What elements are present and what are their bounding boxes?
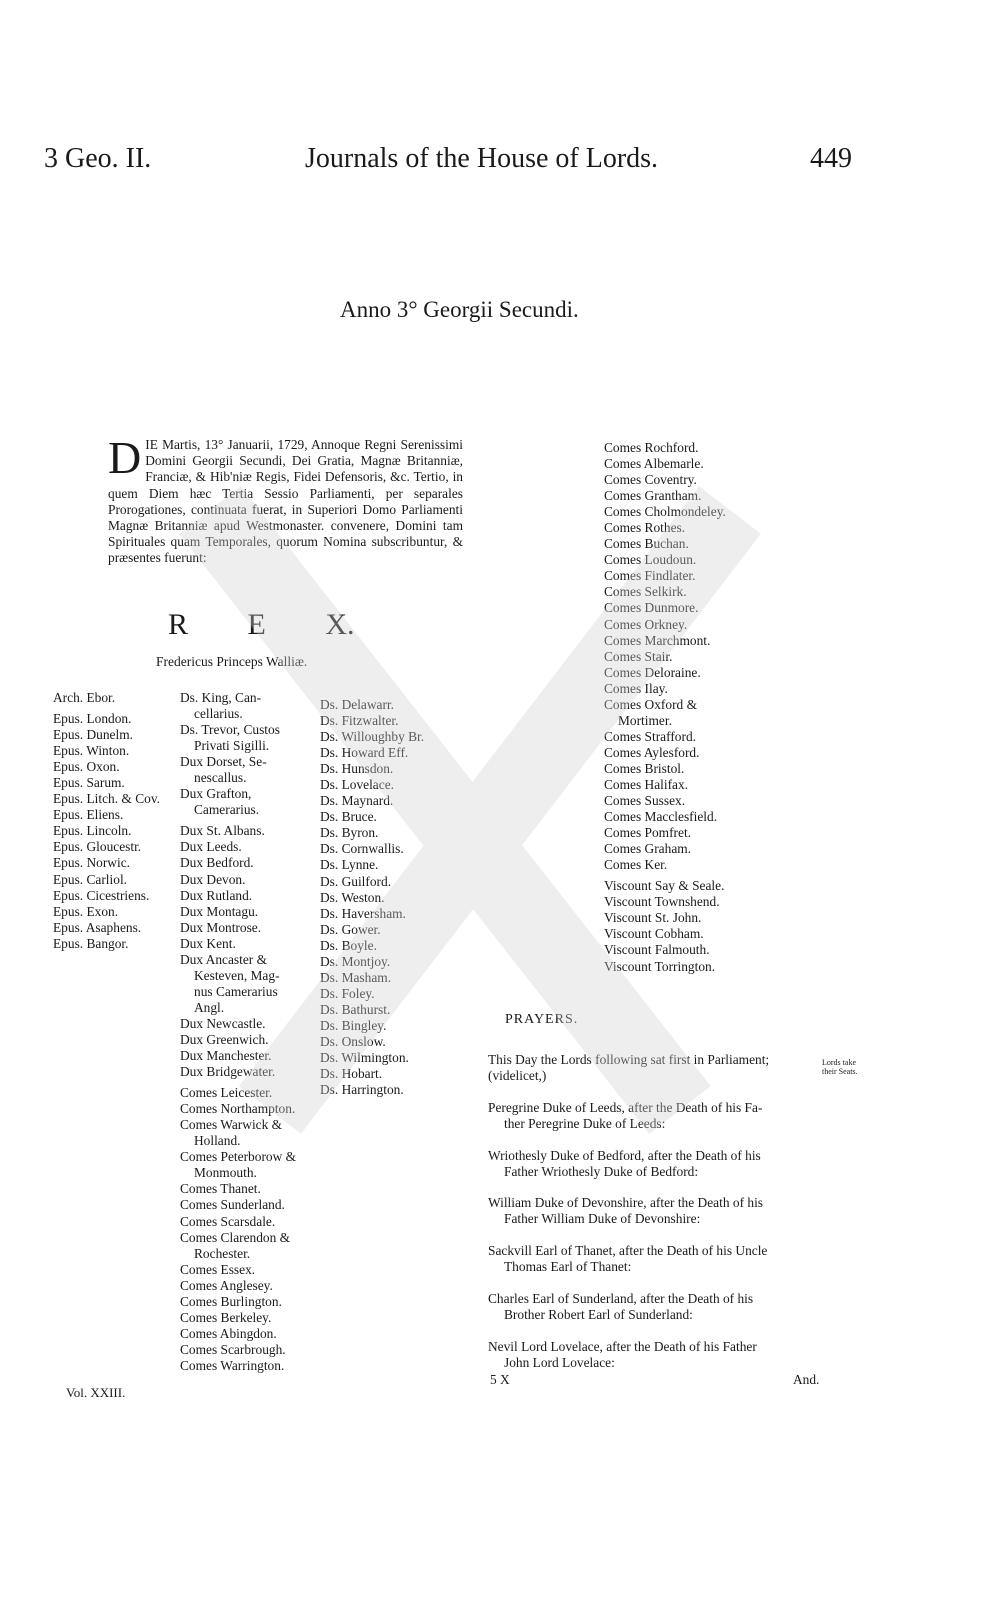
peer-entry: Comes Buchan. (604, 536, 689, 552)
peer-column-earls-viscounts (604, 440, 726, 975)
entry-line-1: Wriothesly Duke of Bedford, after the Death of his (488, 1148, 761, 1163)
succession-entry (488, 1148, 828, 1181)
peer-entry: Angl. (194, 999, 225, 1015)
peer-entry: Comes Thanet. (180, 1181, 261, 1197)
entry-line-2: Father William Duke of Devonshire: (504, 1211, 701, 1227)
peer-entry: Comes Cholmondeley. (604, 504, 726, 520)
catchword: And. (793, 1372, 820, 1387)
sat-first-paragraph (488, 1052, 828, 1085)
session-heading: Anno 3° Georgii Secundi. (340, 297, 579, 322)
peer-entry: Comes Abingdon. (180, 1325, 277, 1341)
peer-entry: Dux Ancaster & (180, 951, 268, 967)
peer-entry: Comes Peterborow & (180, 1149, 297, 1165)
entry-line-1: Sackvill Earl of Thanet, after the Death of his Uncle (488, 1243, 768, 1258)
peer-entry: Comes Essex. (180, 1261, 256, 1277)
peer-entry: Camerarius. (194, 802, 260, 818)
page-number: 449 (810, 143, 852, 174)
peer-entry: Arch. Ebor. (53, 690, 116, 705)
peer-entry: Dux Grafton, (180, 786, 252, 802)
rex-heading: R E X. (168, 608, 355, 641)
peer-entry: Epus. Exon. (53, 903, 119, 919)
peer-entry: Ds. Trevor, Custos (180, 722, 280, 738)
entry-line-2: John Lord Lovelace: (504, 1355, 615, 1371)
peer-entry: Comes Warrington. (180, 1357, 285, 1373)
peer-entry: Comes Orkney. (604, 616, 688, 632)
entry-line-1: Charles Earl of Sunderland, after the Death of his (488, 1291, 754, 1306)
peer-entry: Ds. Guilford. (320, 873, 392, 889)
peer-entry: Dux Rutland. (180, 887, 253, 903)
succession-entry (488, 1339, 828, 1372)
peer-entry: Ds. Hobart. (320, 1066, 383, 1082)
peer-entry: Comes Marchmont. (604, 632, 711, 648)
peer-entry: Comes Warwick & (180, 1117, 283, 1133)
peer-entry: Dux Montagu. (180, 903, 259, 919)
peer-entry: Dux Kent. (180, 935, 236, 951)
succession-entry (488, 1243, 828, 1276)
sat-first-line-1: This Day the Lords following sat first in Parliament; (488, 1052, 770, 1067)
peer-entry: Viscount St. John. (604, 910, 702, 926)
prince-line: Fredericus Princeps Walliæ. (156, 654, 308, 669)
peer-entry: Ds. Harrington. (320, 1082, 404, 1098)
peer-entry: Ds. Bingley. (320, 1017, 387, 1033)
peer-entry: Ds. Willoughby Br. (320, 729, 425, 745)
peer-entry: Epus. Carliol. (53, 871, 128, 887)
peer-entry: Comes Rothes. (604, 520, 686, 536)
peer-entry: Epus. Lincoln. (53, 823, 132, 839)
succession-entry (488, 1100, 828, 1133)
peer-entry: Viscount Say & Seale. (604, 878, 725, 894)
peer-entry: Ds. Howard Eff. (320, 745, 409, 761)
intro-text: IE Martis, 13° Januarii, 1729, Annoque Regni Serenissimi Domini Georgii Secundi, Dei Gratia, Magnæ Britanniæ, Franciæ, & Hib'niæ Regis, Fidei Defensoris, &c. Tertio, in quem Diem hæc Tertia Sessio Parliamenti, per separales Prorogationes, continuata fuerat, in Superiori Domo Parliamenti Magnæ Britanniæ apud Westmonaster. convenere, Domini tam Spirituales quam Temporales, quorum Nomina subscribuntur, & præsentes fuerunt: (108, 437, 463, 566)
peer-entry: Ds. Wilmington. (320, 1050, 409, 1066)
peer-entry: Dux Greenwich. (180, 1031, 269, 1047)
peer-entry: Comes Leicester. (180, 1085, 273, 1101)
peer-entry: Dux Devon. (180, 871, 246, 887)
peer-entry: Comes Coventry. (604, 472, 697, 488)
peer-entry: Comes Northampton. (180, 1101, 296, 1117)
peer-entry: Ds. Masham. (320, 969, 392, 985)
peer-entry: Comes Macclesfield. (604, 809, 718, 825)
peer-entry: Comes Findlater. (604, 568, 696, 584)
peer-column-bishops (53, 690, 160, 952)
peer-entry: Ds. Delawarr. (320, 697, 394, 712)
peer-entry: Ds. Maynard. (320, 793, 394, 809)
peer-entry: Ds. Weston. (320, 889, 385, 905)
peer-entry: Kesteven, Mag- (194, 967, 280, 983)
peer-entry: Epus. Cicestriens. (53, 887, 150, 903)
entry-line-2: Brother Robert Earl of Sunderland: (504, 1307, 693, 1323)
peer-entry: Epus. Winton. (53, 743, 130, 759)
peer-entry: Rochester. (194, 1245, 251, 1261)
peer-entry: nescallus. (194, 770, 247, 786)
entry-line-2: ther Peregrine Duke of Leeds: (504, 1116, 666, 1132)
peer-entry: Epus. Norwic. (53, 855, 130, 871)
peer-entry: Dux Dorset, Se- (180, 754, 267, 770)
peer-entry: Comes Scarsdale. (180, 1213, 276, 1229)
peer-entry: Comes Graham. (604, 841, 692, 857)
peer-entry: Epus. London. (53, 711, 132, 727)
running-head-left: 3 Geo. II. (44, 143, 152, 174)
peer-entry: Ds. Lynne. (320, 857, 379, 873)
peer-entry: Epus. Oxon. (53, 759, 120, 775)
prayers-heading: PRAYERS. (505, 1012, 579, 1027)
peer-entry: Ds. Hunsdon. (320, 761, 394, 777)
peer-entry: Comes Sunderland. (180, 1197, 285, 1213)
peer-entry: Comes Dunmore. (604, 600, 699, 616)
peer-entry: Comes Oxford & (604, 696, 697, 712)
peer-entry: Viscount Cobham. (604, 926, 704, 942)
peer-entry: Ds. Bruce. (320, 809, 377, 825)
peer-entry: Comes Clarendon & (180, 1229, 291, 1245)
peer-entry: Comes Strafford. (604, 728, 696, 744)
margin-note: Lords take their Seats. (822, 1058, 858, 1076)
succession-entry (488, 1291, 828, 1324)
signature-mark: 5 X (490, 1372, 510, 1387)
peer-entry: Ds. Fitzwalter. (320, 713, 399, 729)
peer-entry: Comes Rochford. (604, 440, 699, 455)
peer-entry: Epus. Litch. & Cov. (53, 791, 160, 807)
peer-entry: Comes Ker. (604, 857, 668, 873)
volume-label: Vol. XXIII. (66, 1385, 126, 1400)
peer-entry: Dux St. Albans. (180, 823, 265, 839)
peer-entry: Viscount Falmouth. (604, 942, 710, 958)
running-head-title: Journals of the House of Lords. (305, 143, 659, 174)
peer-entry: Comes Stair. (604, 648, 673, 664)
peer-entry: Epus. Gloucestr. (53, 839, 142, 855)
entry-line-1: Nevil Lord Lovelace, after the Death of his Father (488, 1339, 757, 1354)
peer-entry: Comes Halifax. (604, 776, 689, 792)
entry-line-1: Peregrine Duke of Leeds, after the Death of his Fa- (488, 1100, 763, 1115)
peer-entry: Comes Burlington. (180, 1293, 282, 1309)
succession-entry (488, 1195, 828, 1228)
peer-entry: Comes Anglesey. (180, 1277, 273, 1293)
peer-entry: Comes Pomfret. (604, 825, 692, 841)
peer-entry: Ds. Cornwallis. (320, 841, 404, 857)
peer-entry: Comes Bristol. (604, 760, 685, 776)
peer-entry: Comes Albemarle. (604, 456, 704, 472)
peer-entry: Comes Ilay. (604, 680, 668, 696)
peer-entry: Ds. Byron. (320, 825, 379, 841)
peer-entry: Dux Leeds. (180, 839, 242, 855)
entry-line-2: Father Wriothesly Duke of Bedford: (504, 1164, 699, 1180)
peer-entry: Dux Bedford. (180, 855, 254, 871)
peer-entry: Dux Manchester. (180, 1048, 272, 1064)
peer-entry: Ds. King, Can- (180, 690, 262, 705)
peer-entry: Epus. Bangor. (53, 935, 129, 951)
sat-first-line-2: (videlicet,) (488, 1068, 547, 1084)
intro-paragraph (108, 432, 463, 567)
peer-entry: Holland. (194, 1133, 241, 1149)
entry-line-2: Thomas Earl of Thanet: (504, 1259, 632, 1275)
peer-entry: Ds. Haversham. (320, 905, 406, 921)
drop-cap: D (108, 432, 142, 483)
peer-entry: Viscount Townshend. (604, 894, 720, 910)
peer-entry: Comes Aylesford. (604, 744, 700, 760)
peer-entry: Ds. Boyle. (320, 937, 377, 953)
peer-entry: Ds. Bathurst. (320, 1001, 391, 1017)
peer-entry: nus Camerarius (194, 983, 278, 999)
peer-entry: cellarius. (194, 706, 243, 722)
peer-entry: Viscount Torrington. (604, 958, 716, 974)
peer-entry: Dux Bridgewater. (180, 1064, 276, 1080)
peer-entry: Monmouth. (194, 1165, 257, 1181)
peer-column-barons (320, 697, 424, 1098)
peer-entry: Dux Newcastle. (180, 1015, 266, 1031)
peer-entry: Ds. Montjoy. (320, 953, 391, 969)
peer-entry: Comes Sussex. (604, 793, 686, 809)
peer-column-dukes-earls (180, 690, 296, 1374)
entry-line-1: William Duke of Devonshire, after the Death of his (488, 1195, 763, 1210)
peer-entry: Comes Selkirk. (604, 584, 687, 600)
peer-entry: Ds. Onslow. (320, 1033, 386, 1049)
peer-entry: Ds. Lovelace. (320, 777, 394, 793)
peer-entry: Comes Berkeley. (180, 1309, 272, 1325)
peer-entry: Epus. Sarum. (53, 775, 125, 791)
peer-entry: Privati Sigilli. (194, 738, 270, 754)
peer-entry: Ds. Gower. (320, 921, 381, 937)
peer-entry: Epus. Dunelm. (53, 727, 133, 743)
peer-entry: Mortimer. (618, 712, 672, 728)
peer-entry: Comes Deloraine. (604, 664, 701, 680)
peer-entry: Comes Loudoun. (604, 552, 697, 568)
peer-entry: Dux Montrose. (180, 919, 262, 935)
peer-entry: Comes Grantham. (604, 488, 702, 504)
peer-entry: Comes Scarbrough. (180, 1341, 286, 1357)
peer-entry: Ds. Foley. (320, 985, 375, 1001)
peer-entry: Epus. Eliens. (53, 807, 124, 823)
peer-entry: Epus. Asaphens. (53, 919, 142, 935)
